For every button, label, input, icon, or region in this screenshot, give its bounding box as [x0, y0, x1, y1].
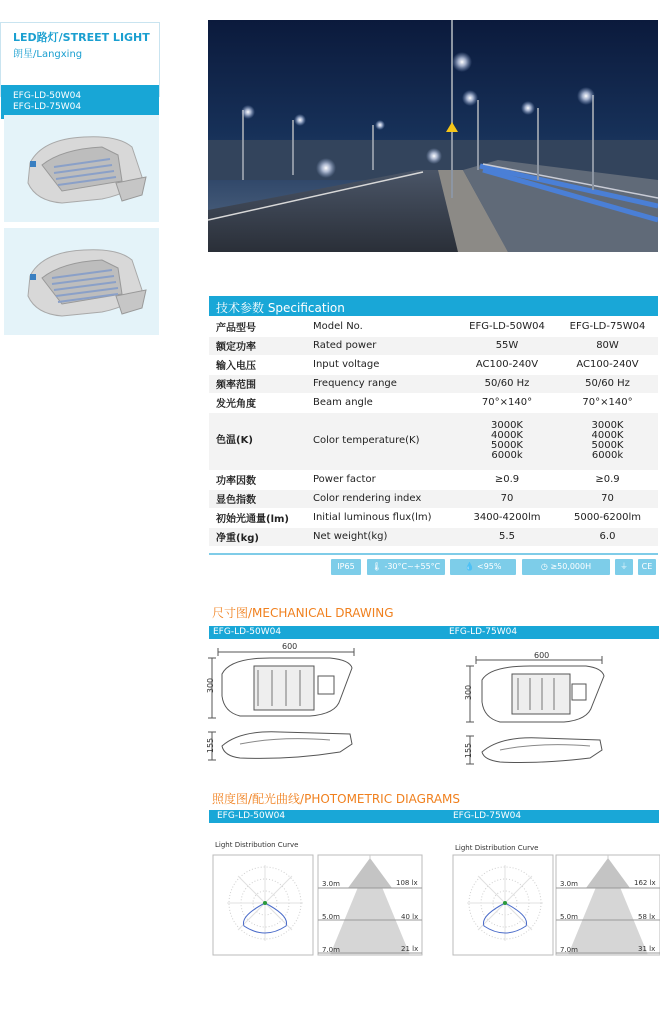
spec-label-en: Net weight(kg)	[309, 527, 457, 546]
spec-row	[209, 508, 658, 527]
polar-curve-75w	[453, 855, 553, 955]
spec-value-line: 5000K	[591, 440, 624, 451]
mechanical-model-bar	[209, 626, 659, 639]
spec-label-en: Model No.	[309, 317, 457, 336]
dim-depth-label: 155	[206, 737, 216, 754]
product-thumbnail-2[interactable]	[4, 228, 159, 335]
distance-label: 3.0m	[322, 880, 340, 888]
spec-label-cn: 输入电压	[209, 355, 309, 374]
distance-label: 3.0m	[560, 880, 578, 888]
spec-row	[209, 336, 658, 355]
spec-row	[209, 374, 658, 393]
spec-value-75w: 70°×140°	[557, 393, 658, 412]
spec-value-75w: AC100-240V	[557, 355, 658, 374]
mechanical-drawings	[200, 640, 660, 775]
lux-label: 21 lx	[401, 945, 419, 953]
spec-label-en: Initial luminous flux(lm)	[309, 508, 457, 527]
lux-label: 108 lx	[396, 879, 418, 887]
spec-heading: 技术参数 Specification	[209, 296, 658, 316]
distance-label: 5.0m	[322, 913, 340, 921]
model-label: EFG-LD-75W04	[453, 811, 522, 821]
model-list	[1, 85, 159, 119]
brand-name: 朗星/Langxing	[13, 49, 83, 60]
spec-label-cn: 产品型号	[209, 317, 309, 336]
drawing-75w-top	[466, 656, 604, 722]
spec-row	[209, 393, 658, 412]
street-light-image	[4, 115, 159, 222]
spec-label-cn: 初始光通量(lm)	[209, 508, 309, 527]
temperature-badge: 🌡 -30°C~+55°C	[367, 559, 445, 575]
spec-value-line: 4000K	[490, 430, 523, 441]
spec-value-50w: EFG-LD-50W04	[457, 317, 557, 336]
spec-label-en: Input voltage	[309, 355, 457, 374]
spec-value-75w: 80W	[557, 336, 658, 355]
dim-depth-label: 155	[464, 742, 474, 759]
spec-value-line: 6000k	[591, 450, 624, 461]
spec-label-en: Color temperature(K)	[309, 412, 457, 470]
spec-label-en: Power factor	[309, 470, 457, 489]
spec-label-en: Color rendering index	[309, 489, 457, 508]
thermometer-icon: 🌡	[371, 562, 382, 571]
spec-label-cn: 发光角度	[209, 393, 309, 412]
illuminance-cone-50w	[318, 855, 422, 955]
curve-title: Light Distribution Curve	[215, 841, 299, 849]
model-item: EFG-LD-75W04	[13, 102, 82, 112]
dim-height-label: 300	[206, 677, 216, 694]
distance-label: 5.0m	[560, 913, 578, 921]
spec-label-cn: 频率范围	[209, 374, 309, 393]
spec-value-75w: 70	[557, 489, 658, 508]
photometric-model-bar	[209, 810, 659, 823]
model-label: EFG-LD-50W04	[213, 627, 282, 637]
spec-row	[209, 527, 658, 546]
spec-value-75w	[557, 412, 658, 470]
model-label: EFG-LD-50W04	[217, 811, 286, 821]
distance-label: 7.0m	[322, 946, 340, 954]
lux-label: 58 lx	[638, 913, 656, 921]
drawing-50w-side	[208, 732, 352, 760]
lux-label: 31 lx	[638, 945, 656, 953]
spec-value-line: 4000K	[591, 430, 624, 441]
product-title: LED路灯/STREET LIGHT	[13, 31, 150, 44]
drawing-75w-side	[466, 736, 602, 764]
lux-label: 40 lx	[401, 913, 419, 921]
street-light-image	[4, 228, 159, 335]
spec-value-50w: 3400-4200lm	[457, 508, 557, 527]
ground-icon: ⏚	[615, 559, 633, 575]
photometric-diagrams	[210, 850, 660, 960]
spec-label-cn: 功率因数	[209, 470, 309, 489]
spec-row	[209, 355, 658, 374]
drawing-50w-top	[208, 648, 354, 718]
spec-label-cn: 额定功率	[209, 336, 309, 355]
ip-rating-badge: IP65	[331, 559, 361, 575]
spec-label-en: Frequency range	[309, 374, 457, 393]
spec-row	[209, 317, 658, 336]
spec-value-75w: 50/60 Hz	[557, 374, 658, 393]
spec-value-50w: 70°×140°	[457, 393, 557, 412]
spec-value-line: 6000k	[491, 450, 523, 461]
spec-value-50w: AC100-240V	[457, 355, 557, 374]
certification-bar	[209, 553, 658, 575]
lifetime-badge: ◷ ≥50,000H	[522, 559, 610, 575]
spec-label-cn: 显色指数	[209, 489, 309, 508]
dim-height-label: 300	[464, 684, 474, 701]
model-label: EFG-LD-75W04	[449, 627, 518, 637]
spec-value-line: 3000K	[490, 420, 523, 431]
curve-title: Light Distribution Curve	[455, 844, 539, 852]
spec-value-50w: 70	[457, 489, 557, 508]
mechanical-heading: 尺寸图/MECHANICAL DRAWING	[212, 606, 394, 620]
model-item: EFG-LD-50W04	[13, 91, 82, 101]
spec-value-75w: EFG-LD-75W04	[557, 317, 658, 336]
ce-mark-icon: CE	[638, 559, 656, 575]
photometric-heading: 照度图/配光曲线/PHOTOMETRIC DIAGRAMS	[212, 792, 461, 806]
humidity-badge: 💧 <95%	[450, 559, 516, 575]
spec-table	[209, 317, 658, 547]
clock-icon: ◷	[540, 562, 548, 571]
spec-label-en: Beam angle	[309, 393, 457, 412]
spec-value-line: 5000K	[490, 440, 523, 451]
spec-row	[209, 412, 658, 470]
spec-value-75w: 6.0	[557, 527, 658, 546]
spec-label-cn: 色温(K)	[209, 412, 309, 470]
dim-width-label: 600	[282, 642, 298, 651]
illuminance-cone-75w	[556, 855, 660, 955]
spec-value-75w: ≥0.9	[557, 470, 658, 489]
spec-value-50w: 55W	[457, 336, 557, 355]
spec-row	[209, 489, 658, 508]
spec-value-50w	[457, 412, 557, 470]
product-thumbnail-1[interactable]	[4, 115, 159, 222]
distance-label: 7.0m	[560, 946, 578, 954]
spec-value-75w: 5000-6200lm	[557, 508, 658, 527]
lux-label: 162 lx	[634, 879, 656, 887]
spec-value-line: 3000K	[591, 420, 624, 431]
spec-value-50w: 5.5	[457, 527, 557, 546]
hero-street-photo	[208, 20, 658, 252]
spec-label-en: Rated power	[309, 336, 457, 355]
spec-label-cn: 净重(kg)	[209, 527, 309, 546]
droplet-icon: 💧	[464, 562, 475, 571]
product-header	[0, 22, 160, 112]
spec-value-50w: ≥0.9	[457, 470, 557, 489]
spec-value-50w: 50/60 Hz	[457, 374, 557, 393]
spec-row	[209, 470, 658, 489]
polar-curve-50w	[213, 855, 313, 955]
dim-width-label: 600	[534, 651, 550, 660]
